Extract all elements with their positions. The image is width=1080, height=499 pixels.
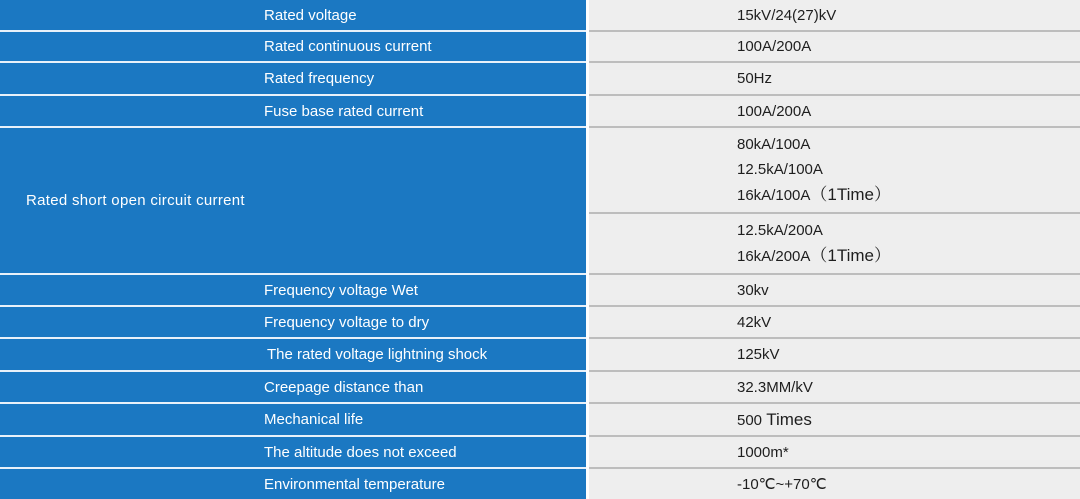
value-cell-short-circuit-group-2: [589, 214, 1080, 275]
value-cell-frequency-voltage-wet: [589, 275, 1080, 307]
value-text: 32.3MM/kV: [737, 378, 813, 396]
param-cell-altitude: [0, 437, 586, 469]
param-label: The rated voltage lightning shock: [267, 346, 488, 363]
value-cell-short-circuit-group-1: [589, 128, 1080, 214]
param-cell-rated-voltage: [0, 0, 586, 32]
value-text: 100A/200A: [737, 102, 812, 120]
param-cell-frequency-voltage-dry: [0, 307, 586, 339]
param-cell-fuse-base-rated-current: [0, 96, 586, 128]
value-text: [589, 407, 1080, 433]
value-note: （1Time）: [810, 246, 891, 265]
value-note: （1Time）: [810, 185, 891, 204]
value-cell-altitude: [589, 437, 1080, 469]
value-text: 42kV: [737, 313, 772, 331]
param-label: Fuse base rated current: [264, 102, 424, 120]
param-cell-lightning-shock: [0, 339, 586, 372]
param-cell-mechanical-life: [0, 404, 586, 437]
param-cell-rated-continuous-current: [0, 32, 586, 63]
param-label: Rated frequency: [264, 70, 375, 87]
value-unit: Times: [766, 409, 812, 429]
value-line: 16kA/100A: [737, 187, 811, 204]
value-line: 12.5kA/100A: [737, 161, 823, 178]
value-cell-frequency-voltage-dry: [589, 307, 1080, 339]
value-text: 30kv: [737, 281, 769, 299]
value-line-with-note: [589, 243, 1080, 269]
value-text: 15kV/24(27)kV: [737, 6, 837, 24]
param-cell-environmental-temperature: [0, 469, 586, 499]
value-cell-rated-voltage: [589, 0, 1080, 32]
value-text: -10℃~+70℃: [737, 475, 827, 493]
param-label: Rated continuous current: [264, 38, 432, 55]
param-cell-rated-short-open-circuit-current: [0, 128, 586, 275]
value-text: 125kV: [737, 346, 780, 363]
value-text: 1000m*: [737, 443, 789, 461]
value-line-with-note: [589, 182, 1080, 208]
value-line: 80kA/100A: [737, 136, 811, 153]
value-line: 16kA/200A: [737, 248, 811, 265]
param-label: Mechanical life: [264, 411, 364, 428]
value-cell-mechanical-life: [589, 404, 1080, 437]
value-cell-rated-frequency: [589, 63, 1080, 96]
value-line: 12.5kA/200A: [737, 222, 823, 239]
param-cell-creepage-distance: [0, 372, 586, 404]
value-cell-lightning-shock: [589, 339, 1080, 372]
value-number: 500: [737, 411, 763, 429]
param-label: Frequency voltage to dry: [264, 313, 430, 331]
value-cell-creepage-distance: [589, 372, 1080, 404]
param-label: Rated short open circuit current: [26, 192, 245, 209]
param-label: Frequency voltage Wet: [264, 281, 418, 299]
param-label: Creepage distance than: [264, 378, 424, 396]
value-cell-rated-continuous-current: [589, 32, 1080, 63]
value-text: 100A/200A: [737, 38, 812, 55]
param-cell-frequency-voltage-wet: [0, 275, 586, 307]
param-cell-rated-frequency: [0, 63, 586, 96]
value-text: 50Hz: [737, 70, 773, 87]
value-cell-environmental-temperature: [589, 469, 1080, 499]
param-label: Rated voltage: [264, 6, 357, 24]
value-cell-fuse-base-rated-current: [589, 96, 1080, 128]
param-label: Environmental temperature: [264, 475, 445, 493]
param-label: The altitude does not exceed: [264, 443, 457, 461]
